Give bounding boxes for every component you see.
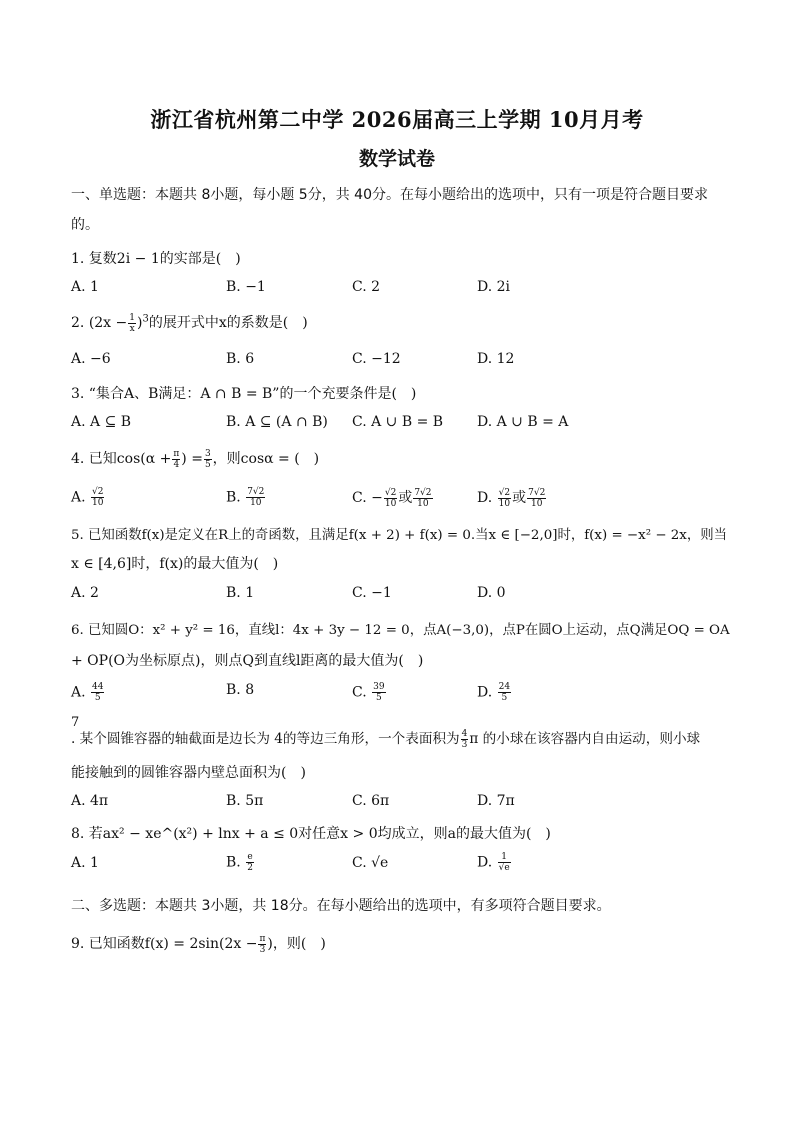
q2-stem xyxy=(71,312,308,334)
q3-option-d: D. A ∪ B = A xyxy=(477,414,569,430)
q4-fraction-3-5: $\frac{3}{5}$ xyxy=(204,448,211,470)
section1-header: 一、单选题：本题共 8小题，每小题 5分，共 40分。在每小题给出的选项中，只有一项是符合题目要求 xyxy=(71,187,708,203)
q6-stem-cont: + OP(O为坐标原点)，则点Q到直线l距离的最大值为( ) xyxy=(71,653,424,669)
q1-stem: 1. 复数2i − 1的实部是( ) xyxy=(71,251,241,267)
q4-option-d: D. $\frac{√2}{10}$ 或 $\frac{7√2}{10}$ xyxy=(477,487,546,509)
q2-fraction: $\frac{1}{x}$ xyxy=(129,312,135,334)
page-title: 浙江省杭州第二中学 2026届高三上学期 10月月考 xyxy=(150,107,644,132)
section2-header: 二、多选题：本题共 3小题，共 18分。在每小题给出的选项中，有多项符合题目要求。 xyxy=(71,898,611,914)
q2-option-a: A. −6 xyxy=(71,351,111,367)
q3-option-b: B. A ⊆ (A ∩ B) xyxy=(226,414,328,430)
q2-option-c: C. −12 xyxy=(352,351,401,367)
q8-stem: 8. 若ax² − xe^(x²) + lnx + a ≤ 0对任意x > 0均成立，则a的最大值为( ) xyxy=(71,826,551,842)
q2-number: 2. xyxy=(71,315,85,331)
q2-power: 3 xyxy=(142,313,149,325)
q6-option-d: D. $\frac{24}{5}$ xyxy=(477,682,511,703)
q5-stem-cont: x ∈ [4,6]时，f(x)的最大值为( ) xyxy=(71,556,279,572)
q7-stem: . 某个圆锥容器的轴截面是边长为 4的等边三角形，一个表面积为 $\frac{4}{3}$ π 的小球在该容器内自由运动，则小球 xyxy=(71,729,701,750)
q3-stem: 3. “集合A、B满足：A ∩ B = B”的一个充要条件是( ) xyxy=(71,386,417,402)
q2-expr-post: ) xyxy=(137,315,143,331)
q7-stem-cont: 能接触到的圆锥容器内壁总面积为( ) xyxy=(71,765,306,781)
q5-option-c: C. −1 xyxy=(352,585,392,601)
q7-number: 7 xyxy=(71,715,80,730)
q4-option-a: A. $\frac{√2}{10}$ xyxy=(71,487,104,508)
q7-option-d: D. 7π xyxy=(477,793,515,809)
q5-option-b: B. 1 xyxy=(226,585,255,601)
q6-option-b: B. 8 xyxy=(226,682,255,698)
q4-stem: 4. 已知cos(α + $\frac{\pi}{4}$ ) = $\frac{3}{5}$ ，则cosα = ( ) xyxy=(71,448,320,470)
q7-fraction: $\frac{4}{3}$ xyxy=(461,729,468,750)
q3-option-a: A. A ⊆ B xyxy=(71,414,132,430)
q9-stem: 9. 已知函数f(x) = 2sin(2x − $\frac{\pi}{3}$ )，则( ) xyxy=(71,933,326,955)
q5-stem: 5. 已知函数f(x)是定义在R上的奇函数，且满足f(x + 2) + f(x) = 0.当x ∈ [−2,0]时，f(x) = −x² − 2x，则当 xyxy=(71,528,728,543)
q6-option-a: A. $\frac{44}{5}$ xyxy=(71,682,104,703)
q6-option-c: C. $\frac{39}{5}$ xyxy=(352,682,385,703)
q8-option-c: C. √e xyxy=(352,855,389,871)
q9-fraction: $\frac{\pi}{3}$ xyxy=(259,933,266,955)
q1-option-d: D. 2i xyxy=(477,279,511,295)
q2-option-d: D. 12 xyxy=(477,351,515,367)
q2-option-b: B. 6 xyxy=(226,351,255,367)
q8-option-b: B. $\frac{e}{2}$ xyxy=(226,852,253,873)
q4-option-b: B. $\frac{7√2}{10}$ xyxy=(226,487,265,508)
q7-option-b: B. 5π xyxy=(226,793,264,809)
q1-option-a: A. 1 xyxy=(71,279,99,295)
q1-option-c: C. 2 xyxy=(352,279,381,295)
q2-expr-pre: (2x − xyxy=(88,315,128,331)
q8-option-a: A. 1 xyxy=(71,855,99,871)
q7-option-a: A. 4π xyxy=(71,793,109,809)
q2-tail: 的展开式中x的系数是( ) xyxy=(148,315,308,331)
page-subtitle: 数学试卷 xyxy=(358,148,435,170)
section1-header-cont: 的。 xyxy=(71,217,99,233)
q3-option-c: C. A ∪ B = B xyxy=(352,414,444,430)
q4-option-c: C. − $\frac{√2}{10}$ 或 $\frac{7√2}{10}$ xyxy=(352,487,432,509)
q5-option-d: D. 0 xyxy=(477,585,506,601)
q6-stem: 6. 已知圆O：x² + y² = 16，直线l：4x + 3y − 12 = 0，点A(−3,0)，点P在圆O上运动，点Q满足OQ = OA xyxy=(71,623,730,638)
q1-option-b: B. −1 xyxy=(226,279,266,295)
q4-fraction-pi-4: $\frac{\pi}{4}$ xyxy=(173,448,180,470)
q8-option-d: D. $\frac{1}{√e}$ xyxy=(477,852,510,873)
q7-option-c: C. 6π xyxy=(352,793,390,809)
q5-option-a: A. 2 xyxy=(71,585,99,601)
